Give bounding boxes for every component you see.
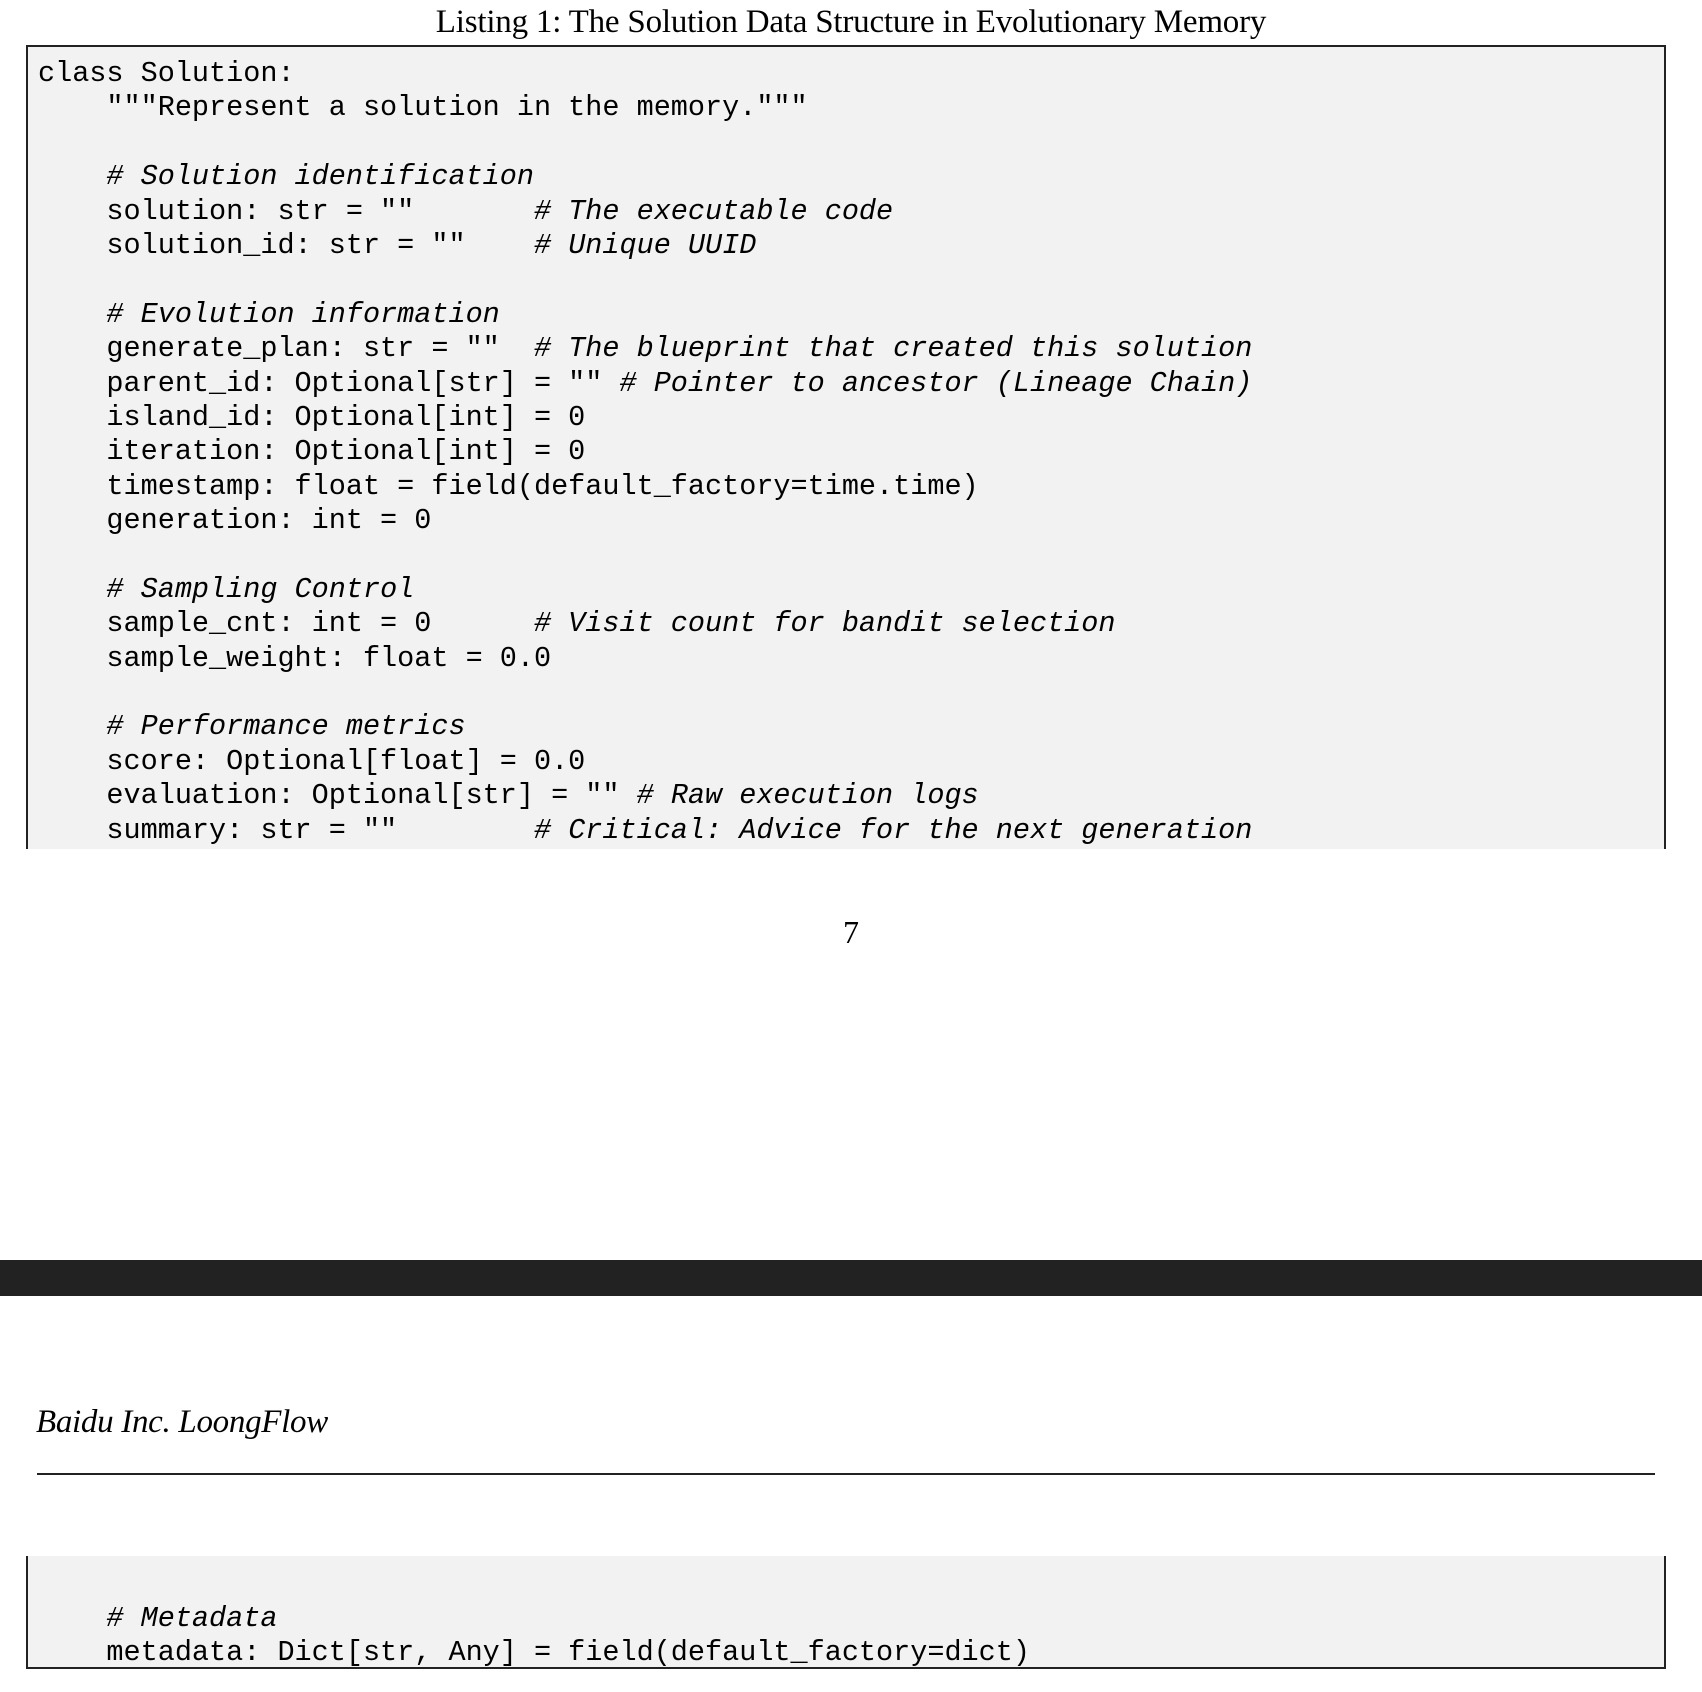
code-line	[28, 401, 1664, 435]
code-line	[28, 470, 1664, 504]
code-listing-part-2	[26, 1556, 1666, 1669]
code-text: """Represent a solution in the memory."""	[38, 91, 808, 125]
code-text: sample_weight: float = 0.0	[38, 641, 552, 675]
code-line	[28, 745, 1664, 779]
code-line	[28, 1636, 1664, 1670]
code-line	[28, 642, 1664, 676]
code-text	[38, 710, 106, 743]
code-text: island_id: Optional[int] = 0	[38, 400, 586, 434]
code-text	[38, 1602, 106, 1635]
running-header: Baidu Inc. LoongFlow	[36, 1404, 328, 1440]
code-text: iteration: Optional[int] = 0	[38, 435, 586, 469]
code-line	[28, 126, 1664, 160]
code-listing-part-1	[26, 45, 1666, 849]
code-comment: # Visit count for bandit selection	[533, 607, 1116, 641]
code-comment: # Critical: Advice for the next generation	[533, 813, 1253, 847]
code-line	[28, 263, 1664, 297]
code-text	[38, 573, 106, 606]
code-comment: # The executable code	[533, 194, 894, 228]
code-text: parent_id: Optional[str] = ""	[38, 366, 620, 400]
code-comment: # Solution identification	[106, 160, 534, 194]
code-text: summary: str = ""	[38, 813, 534, 847]
code-line	[28, 814, 1664, 848]
code-line	[28, 57, 1664, 91]
code-line	[28, 607, 1664, 641]
code-line	[28, 91, 1664, 125]
code-line	[28, 435, 1664, 469]
code-line	[28, 779, 1664, 813]
code-comment: # Raw execution logs	[636, 779, 979, 813]
code-text: solution: str = ""	[38, 194, 534, 228]
code-text: sample_cnt: int = 0	[38, 607, 534, 641]
code-line	[28, 1602, 1664, 1636]
code-line	[28, 504, 1664, 538]
code-line	[28, 710, 1664, 744]
code-text: evaluation: Optional[str] = ""	[38, 779, 637, 813]
code-line	[28, 195, 1664, 229]
code-text: generation: int = 0	[38, 504, 432, 538]
code-text: generate_plan: str = ""	[38, 332, 534, 366]
header-rule	[37, 1473, 1655, 1475]
code-comment: # Unique UUID	[533, 228, 757, 262]
page-number: 7	[843, 914, 859, 950]
code-text: score: Optional[float] = 0.0	[38, 744, 586, 778]
code-line	[28, 298, 1664, 332]
code-comment: # Sampling Control	[106, 572, 415, 606]
code-text: class Solution:	[38, 57, 295, 90]
code-line	[28, 229, 1664, 263]
code-text	[38, 160, 106, 193]
code-text	[38, 298, 106, 331]
code-line	[28, 538, 1664, 572]
code-line	[28, 367, 1664, 401]
page-divider	[0, 1260, 1702, 1296]
code-comment: # The blueprint that created this solution	[533, 332, 1253, 366]
code-comment: # Metadata	[106, 1602, 278, 1635]
code-line	[28, 676, 1664, 710]
code-comment: # Pointer to ancestor (Lineage Chain)	[619, 366, 1253, 400]
code-comment: # Performance metrics	[106, 710, 466, 744]
code-line	[28, 573, 1664, 607]
code-text: solution_id: str = ""	[38, 228, 534, 262]
code-line	[28, 332, 1664, 366]
code-comment: # Evolution information	[106, 297, 500, 331]
code-text: metadata: Dict[str, Any] = field(default_factory=dict)	[38, 1636, 1030, 1670]
code-text: timestamp: float = field(default_factory=time.time)	[38, 469, 979, 503]
code-line	[28, 160, 1664, 194]
listing-caption: Listing 1: The Solution Data Structure in Evolutionary Memory	[435, 4, 1267, 40]
